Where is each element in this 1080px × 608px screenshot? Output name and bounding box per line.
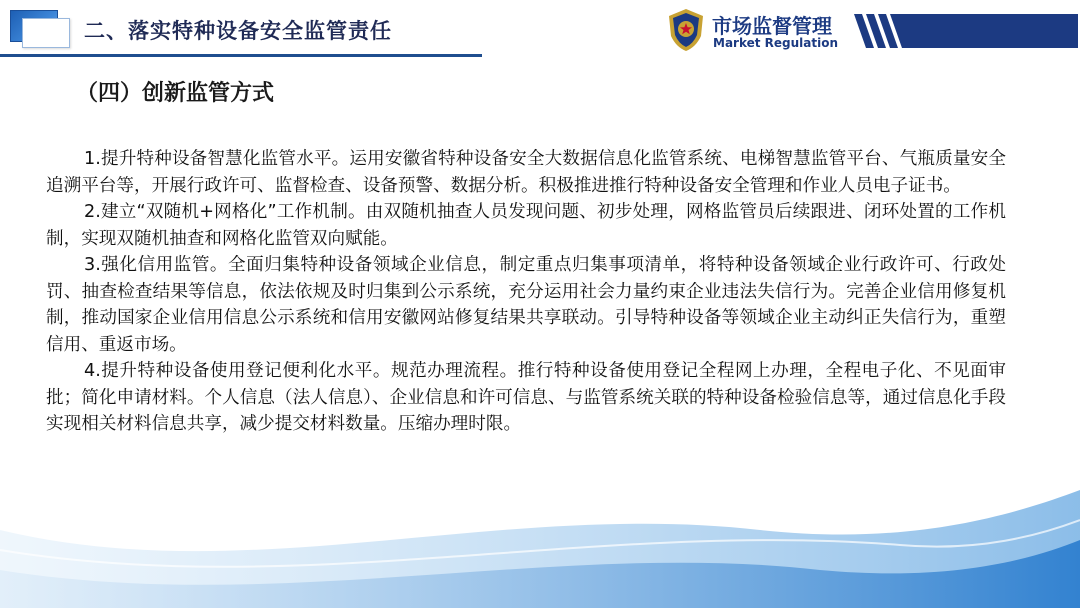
section-title: 二、落实特种设备安全监管责任 [84, 19, 392, 43]
brand-logo [666, 8, 1078, 54]
paragraph-1: 1.提升特种设备智慧化监管水平。运用安徽省特种设备安全大数据信息化监管系统、电梯智慧监管平台、气瓶质量安全追溯平台等，开展行政许可、监督检查、设备预警、数据分析。积极推进推行特种设备安全管理和作业人员电子证书。 [46, 149, 1006, 196]
brand-name-english: Market Regulation [713, 36, 839, 50]
brand-stripes-decoration [854, 14, 1078, 48]
police-emblem-icon [666, 8, 706, 52]
title-underline [0, 54, 482, 57]
body-text [46, 146, 1006, 438]
header-square-icon [10, 10, 70, 46]
decorative-wave [0, 440, 1080, 608]
header-square-front [22, 18, 70, 48]
paragraph-2: 2.建立“双随机+网格化”工作机制。由双随机抽查人员发现问题、初步处理，网格监管员后续跟进、闭环处置的工作机制，实现双随机抽查和网格化监管双向赋能。 [46, 202, 1006, 249]
subsection-title: （四）创新监管方式 [76, 81, 275, 106]
brand-name-chinese: 市场监督管理 [712, 14, 832, 38]
paragraph-4: 4.提升特种设备使用登记便利化水平。规范办理流程。推行特种设备使用登记全程网上办理，全程电子化、不见面审批；简化申请材料。个人信息（法人信息）、企业信息和许可信息、与监管系统关联的特种设备检验信息等，通过信息化手段实现相关材料信息共享，减少提交材料数量。压缩办理时限。 [46, 361, 1006, 434]
paragraph-3: 3.强化信用监管。全面归集特种设备领域企业信息，制定重点归集事项清单，将特种设备领域企业行政许可、行政处罚、抽查检查结果等信息，依法依规及时归集到公示系统，充分运用社会力量约束企业违法失信行为。完善企业信用修复机制，推动国家企业信用信息公示系统和信用安徽网站修复结果共享联动。引导特种设备等领域企业主动纠正失信行为，重塑信用、重返市场。 [46, 255, 1006, 355]
